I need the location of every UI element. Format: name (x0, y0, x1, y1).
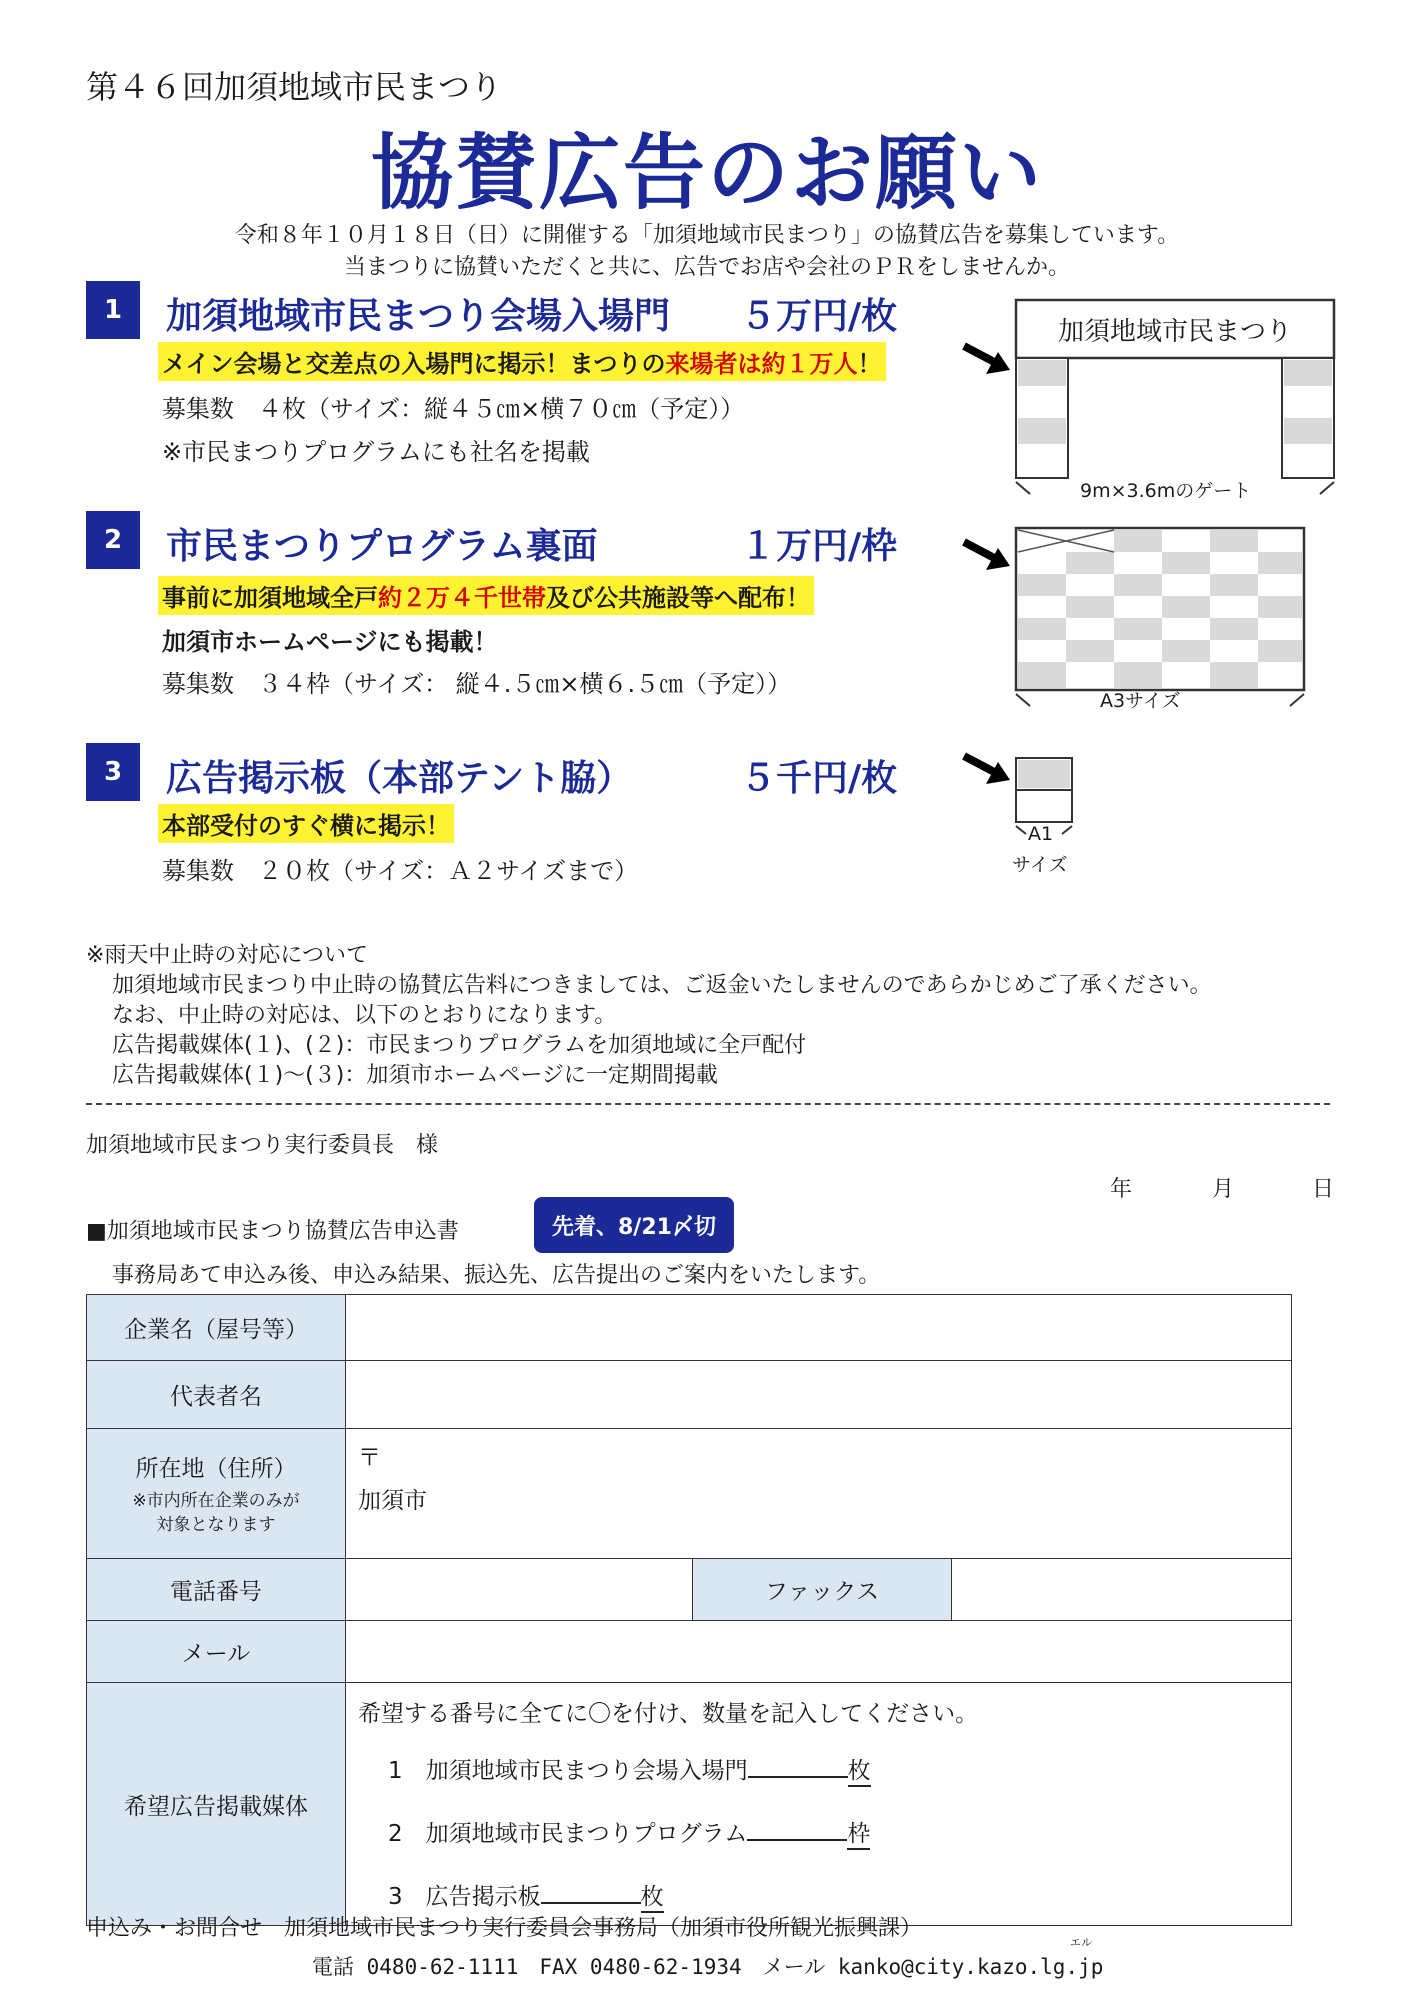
email-field[interactable] (346, 1621, 1292, 1683)
deadline-badge: 先着、8/21〆切 (534, 1197, 734, 1253)
address-field[interactable] (346, 1429, 1292, 1559)
section-1-price: ５万円/枚 (740, 296, 898, 337)
rain-note-line: 広告掲載媒体(１)、(２)：市民まつりプログラムを加須地域に全戸配付 (112, 1033, 807, 1058)
addressee: 加須地域市民まつり実行委員長 様 (86, 1133, 439, 1158)
footer-phone-fax-email: 電話 0480-62-1111 FAX 0480-62-1934 メール kanko@city.kazo.lg.jp (312, 1955, 1104, 1979)
fax-label: ファックス (693, 1559, 952, 1621)
page-title: 協賛広告のお願い (370, 126, 1043, 221)
intro-line-1: 令和８年１０月１８日（日）に開催する「加須地域市民まつり」の協賛広告を募集しています。 (234, 223, 1180, 248)
gate-banner-label: 加須地域市民まつり (1057, 316, 1292, 347)
section-3-price: ５千円/枚 (740, 758, 898, 799)
section-1-highlight: メイン会場と交差点の入場門に掲示！まつりの来場者は約１万人！ (158, 342, 886, 381)
footer-contact: 申込み・お問合せ 加須地域市民まつり実行委員会事務局（加須市役所観光振興課） (86, 1916, 923, 1941)
section-3-recruit: 募集数 ２０枚（サイズ：Ａ２サイズまで） (162, 857, 639, 885)
media-item-1[interactable]: 1 加須地域市民まつり会場入場門 枚 (358, 1752, 1279, 1787)
board-caption-a1: A1 (1028, 823, 1054, 845)
section-2-recruit: 募集数 ３４枠（サイズ： 縦４.５㎝×横６.５㎝（予定）） (162, 670, 792, 698)
form-note: 事務局あて申込み後、申込み結果、振込先、広告提出のご案内をいたします。 (112, 1263, 881, 1288)
company-field[interactable] (346, 1295, 1292, 1361)
form-title: ■加須地域市民まつり協賛広告申込書 (86, 1219, 459, 1244)
section-2-number: 2 (86, 511, 140, 569)
section-1-title: 加須地域市民まつり会場入場門 (166, 296, 671, 337)
address-label (87, 1429, 346, 1559)
email-label: メール (87, 1621, 346, 1683)
section-2-title: 市民まつりプログラム裏面 (166, 526, 598, 567)
rain-note-heading: ※雨天中止時の対応について (86, 943, 368, 968)
postal-mark: 〒 (358, 1445, 381, 1471)
fax-field[interactable] (952, 1559, 1292, 1621)
footer-ruby: エル (1070, 1936, 1092, 1949)
intro-line-2: 当まつりに協賛いただくと共に、広告でお店や会社のＰＲをしませんか。 (343, 255, 1070, 280)
rain-note-line: 広告掲載媒体(１)～(３)：加須市ホームページに一定期間掲載 (112, 1063, 718, 1088)
rain-note-line: なお、中止時の対応は、以下のとおりになります。 (112, 1003, 617, 1028)
media-label: 希望広告掲載媒体 (87, 1683, 346, 1926)
section-2-price: １万円/枠 (740, 526, 898, 567)
date-year: 年 (1110, 1177, 1133, 1202)
section-1-number: 1 (86, 281, 140, 339)
program-caption: A3サイズ (1100, 690, 1181, 712)
section-1-recruit: 募集数 ４枚（サイズ：縦４５㎝×横７０㎝（予定）） (162, 395, 745, 423)
arrow-icon (964, 346, 1010, 374)
section-2-web: 加須市ホームページにも掲載！ (162, 628, 498, 656)
date-month: 月 (1212, 1177, 1235, 1202)
arrow-icon (964, 542, 1010, 570)
arrow-icon (964, 756, 1010, 784)
section-1-note: ※市民まつりプログラムにも社名を掲載 (162, 438, 590, 466)
application-form (86, 1294, 1292, 1926)
address-label-text: 所在地（住所） (135, 1456, 297, 1482)
section-3-highlight: 本部受付のすぐ横に掲示！ (158, 804, 454, 843)
company-label: 企業名（屋号等） (87, 1295, 346, 1361)
cut-line-divider (86, 1103, 1330, 1105)
representative-field[interactable] (346, 1361, 1292, 1429)
representative-label: 代表者名 (87, 1361, 346, 1429)
board-caption-size: サイズ (1012, 854, 1068, 876)
event-supertitle: 第４６回加須地域市民まつり (86, 68, 503, 106)
media-item-3[interactable]: 3 広告掲示板 枚 (358, 1878, 1279, 1913)
phone-field[interactable] (346, 1559, 693, 1621)
address-note-2: 対象となります (156, 1515, 276, 1535)
media-item-2[interactable]: 2 加須地域市民まつりプログラム 枠 (358, 1815, 1279, 1850)
date-day: 日 (1312, 1177, 1335, 1202)
phone-label: 電話番号 (87, 1559, 346, 1621)
media-instruction: 希望する番号に全てに〇を付け、数量を記入してください。 (358, 1701, 979, 1727)
section-2-highlight: 事前に加須地域全戸約２万４千世帯及び公共施設等へ配布！ (158, 576, 814, 615)
address-city: 加須市 (358, 1488, 427, 1514)
board-figure (960, 742, 1080, 842)
address-note-1: ※市内所在企業のみが (132, 1491, 300, 1511)
gate-caption: 9m×3.6mのゲート (1080, 480, 1252, 502)
media-field[interactable] (346, 1683, 1292, 1926)
section-3-title: 広告掲示板（本部テント脇） (166, 758, 633, 799)
rain-note-line: 加須地域市民まつり中止時の協賛広告料につきましては、ご返金いたしませんのであらかじめご了承ください。 (112, 973, 1212, 998)
section-3-number: 3 (86, 743, 140, 801)
